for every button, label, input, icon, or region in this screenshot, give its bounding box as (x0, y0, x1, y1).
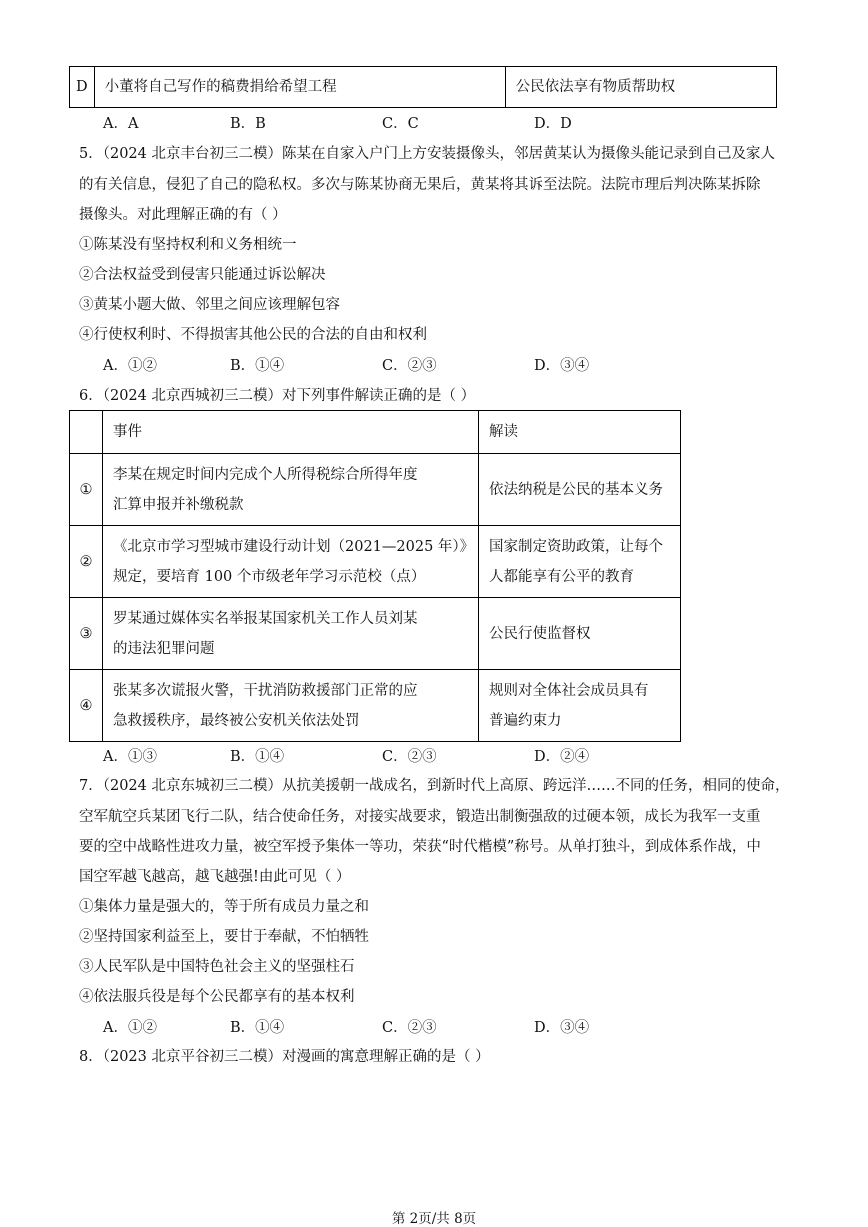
q7-line: 国空军越飞越高，越飞越强!由此可见（ ） (79, 869, 351, 885)
option-d: D．②④ (534, 749, 590, 765)
row-event: 《北京市学习型城市建设行动计划（2021—2025 年）》 规定，要培育 100 个市级老年学习示范校（点） (103, 526, 479, 598)
row-letter: D (70, 67, 95, 108)
option-a: A．①② (103, 358, 157, 374)
q5-line: 摄像头。对此理解正确的有（ ） (79, 207, 287, 223)
row-num: ③ (70, 598, 103, 670)
option-c: C．C (382, 116, 419, 132)
option-a: A．①③ (103, 749, 157, 765)
option-b: B．①④ (230, 358, 285, 374)
option-c: C．②③ (382, 749, 437, 765)
q7-line: 空军航空兵某团飞行二队，结合使命任务，对接实战要求，锻造出制衡强敌的过硬本领，成长为我军一支重 (79, 809, 761, 825)
q7-line: 7．（2024 北京东城初三二模）从抗美援朝一战成名，到新时代上高原、跨远洋……不同的任务，相同的使命， (79, 778, 790, 794)
q7-line: 要的空中战略性进攻力量，被空军授予集体一等功，荣获“时代楷模”称号。从单打独斗，到成体系作战，中 (79, 839, 761, 855)
row-num: ② (70, 526, 103, 598)
q5-item: ④行使权利时、不得损害其他公民的合法的自由和权利 (79, 327, 427, 343)
row-event: 罗某通过媒体实名举报某国家机关工作人员刘某 的违法犯罪问题 (103, 598, 479, 670)
option-d: D．③④ (534, 1020, 590, 1036)
header-interp: 解读 (479, 411, 681, 454)
q5-line: 的有关信息，侵犯了自己的隐私权。多次与陈某协商无果后，黄某将其诉至法院。法院市理后判决陈某拆除 (79, 177, 761, 193)
header-blank (70, 411, 103, 454)
q7-item: ④依法服兵役是每个公民都享有的基本权利 (79, 989, 355, 1005)
q5-line: 5．（2024 北京丰台初三二模）陈某在自家入户门上方安装摄像头，邻居黄某认为摄像头能记录到自己及家人 (79, 146, 775, 162)
q5-item: ①陈某没有坚持权利和义务相统一 (79, 237, 297, 253)
row-interp: 依法纳税是公民的基本义务 (479, 454, 681, 526)
option-b: B．①④ (230, 1020, 285, 1036)
q7-item: ①集体力量是强大的，等于所有成员力量之和 (79, 899, 369, 915)
q5-item: ②合法权益受到侵害只能通过诉讼解决 (79, 267, 326, 283)
option-d: D．D (534, 116, 572, 132)
q6-table (69, 410, 681, 742)
row-num: ① (70, 454, 103, 526)
option-b: B．①④ (230, 749, 285, 765)
option-d: D．③④ (534, 358, 590, 374)
q8-stem: 8．（2023 北京平谷初三二模）对漫画的寓意理解正确的是（ ） (79, 1049, 490, 1065)
page-footer: 第 2页/共 8页 (391, 1211, 477, 1227)
option-a: A．A (103, 116, 139, 132)
option-a: A．①② (103, 1020, 157, 1036)
option-c: C．②③ (382, 358, 437, 374)
row-interp: 规则对全体社会成员具有 普遍约束力 (479, 670, 681, 742)
row-event: 李某在规定时间内完成个人所得税综合所得年度 汇算申报并补缴税款 (103, 454, 479, 526)
option-b: B．B (230, 116, 266, 132)
q7-item: ②坚持国家利益至上，要甘于奉献，不怕牺牲 (79, 929, 369, 945)
q5-item: ③黄某小题大做、邻里之间应该理解包容 (79, 297, 340, 313)
header-event: 事件 (103, 411, 479, 454)
row-event: 张某多次谎报火警，干扰消防救援部门正常的应 急救援秩序，最终被公安机关依法处罚 (103, 670, 479, 742)
row-num: ④ (70, 670, 103, 742)
row-event: 小董将自己写作的稿费捐给希望工程 (94, 67, 505, 108)
row-right: 公民依法享有物质帮助权 (505, 67, 776, 108)
q7-item: ③人民军队是中国特色社会主义的坚强柱石 (79, 959, 355, 975)
option-c: C．②③ (382, 1020, 437, 1036)
q6-stem: 6．（2024 北京西城初三二模）对下列事件解读正确的是（ ） (79, 388, 476, 404)
row-interp: 国家制定资助政策，让每个 人都能享有公平的教育 (479, 526, 681, 598)
top-table (69, 66, 777, 108)
row-interp: 公民行使监督权 (479, 598, 681, 670)
